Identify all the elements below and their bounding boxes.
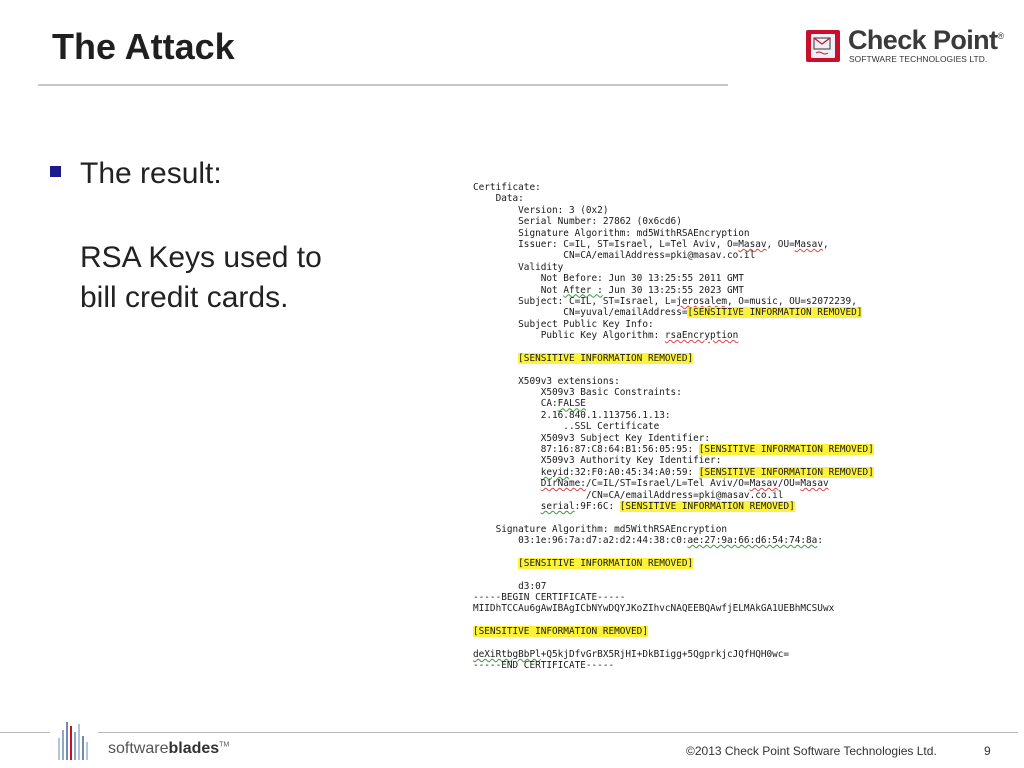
- bullet-square-icon: [50, 166, 61, 177]
- certificate-text: ,: [822, 238, 829, 250]
- certificate-line: [473, 273, 973, 284]
- certificate-line: [473, 512, 973, 523]
- certificate-text: Certificate:: [473, 182, 541, 193]
- certificate-text: CA:: [473, 398, 558, 410]
- grammar-underline-text: FALSE: [557, 398, 586, 410]
- certificate-line: [473, 592, 973, 603]
- certificate-text: Validity: [473, 261, 564, 273]
- certificate-line: [473, 421, 973, 432]
- certificate-text: /OU=: [777, 478, 801, 490]
- certificate-line: [473, 387, 973, 398]
- certificate-text: -----BEGIN CERTIFICATE-----: [473, 592, 626, 604]
- certificate-text: [473, 558, 518, 569]
- certificate-text: /CN=CA/emailAddress=pki@masav.co.il: [473, 489, 784, 501]
- certificate-text: Subject: C=IL, ST=Israel, L=: [473, 295, 677, 307]
- certificate-line: [473, 444, 973, 455]
- certificate-text: [473, 353, 518, 364]
- certificate-line: [473, 330, 973, 341]
- certificate-text: CN=CA/emailAddress=pki@masav.co.il: [473, 250, 756, 262]
- certificate-line: [473, 524, 973, 535]
- redacted-highlight: [SENSITIVE INFORMATION REMOVED]: [619, 500, 795, 512]
- certificate-text: Issuer: C=IL, ST=Israel, L=Tel Aviv, O=: [473, 238, 739, 250]
- certificate-text: :9F:6C:: [574, 500, 620, 512]
- page-number: 9: [984, 744, 991, 758]
- redacted-highlight: [SENSITIVE INFORMATION REMOVED]: [518, 352, 694, 364]
- certificate-line: [473, 262, 973, 273]
- certificate-text: X509v3 extensions:: [473, 375, 620, 387]
- redacted-highlight: [SENSITIVE INFORMATION REMOVED]: [698, 466, 874, 478]
- spellcheck-underline-text: Masav: [738, 238, 767, 250]
- certificate-line: [473, 626, 973, 637]
- certificate-line: [473, 638, 973, 649]
- certificate-line: [473, 216, 973, 227]
- certificate-text: +Q5kjDfvGrBX5RjHI+DkBIigg+5QgprkjcJQfHQH0wc=: [540, 649, 790, 661]
- certificate-text: Public Key Algorithm:: [473, 330, 665, 342]
- certificate-line: [473, 603, 973, 614]
- certificate-text: Signature Algorithm: md5WithRSAEncryption: [473, 523, 727, 535]
- certificate-line: [473, 193, 973, 204]
- certificate-text: Jun 30 13:25:55 2023 GMT: [602, 284, 744, 296]
- certificate-text: Data:: [473, 193, 524, 205]
- certificate-line: [473, 376, 973, 387]
- certificate-line: [473, 558, 973, 569]
- redacted-highlight: [SENSITIVE INFORMATION REMOVED]: [698, 443, 874, 455]
- footer-divider-left: [0, 732, 50, 733]
- certificate-text: ..SSL Certificate: [473, 421, 660, 433]
- spellcheck-underline-text: jerosalem: [676, 295, 728, 307]
- certificate-line: [473, 228, 973, 239]
- grammar-underline-text: deXiRtbgBbPl: [473, 649, 541, 661]
- certificate-text: Subject Public Key Info:: [473, 318, 654, 330]
- certificate-line: [473, 569, 973, 580]
- slide-title: The Attack: [52, 26, 235, 67]
- certificate-text: /C=IL/ST=Israel/L=Tel Aviv/O=: [585, 478, 750, 490]
- certificate-line: [473, 410, 973, 421]
- certificate-line: [473, 319, 973, 330]
- certificate-line: [473, 398, 973, 409]
- certificate-text: Not Before: Jun 30 13:25:55 2011 GMT: [473, 273, 744, 285]
- spellcheck-underline-text: rsaEncryption: [664, 330, 739, 342]
- certificate-text: X509v3 Basic Constraints:: [473, 387, 682, 399]
- spellcheck-underline-text: Masav: [749, 478, 778, 490]
- certificate-text: [473, 467, 541, 478]
- certificate-text: MIIDhTCCAu6gAwIBAgICbNYwDQYJKoZIhvcNAQEEBQAwfjELMAkGA1UEBhMCSUwx: [473, 603, 835, 615]
- certificate-line: [473, 535, 973, 546]
- certificate-text: :32:F0:A0:45:34:A0:59:: [568, 466, 699, 478]
- certificate-dump: [473, 182, 973, 672]
- redacted-highlight: [SENSITIVE INFORMATION REMOVED]: [473, 626, 648, 638]
- redacted-highlight: [SENSITIVE INFORMATION REMOVED]: [687, 307, 863, 319]
- certificate-text: [473, 478, 541, 489]
- certificate-line: [473, 205, 973, 216]
- certificate-text: Serial Number: 27862 (0x6cd6): [473, 216, 682, 228]
- certificate-text: [473, 501, 541, 512]
- grammar-underline-text: serial: [540, 500, 575, 512]
- logo-name: Check Point®: [848, 25, 1004, 55]
- certificate-line: [473, 478, 973, 489]
- certificate-text: 2.16.840.1.113756.1.13:: [473, 409, 671, 421]
- check-point-logo: [806, 25, 1004, 64]
- redacted-highlight: [SENSITIVE INFORMATION REMOVED]: [518, 557, 694, 569]
- grammar-underline-text: After :: [563, 284, 603, 296]
- footer-divider-right: [98, 732, 1018, 733]
- certificate-line: [473, 296, 973, 307]
- logo-subtitle: SOFTWARE TECHNOLOGIES LTD.: [849, 54, 988, 64]
- paragraph-line: RSA Keys used to: [80, 241, 322, 274]
- body-paragraph: [80, 238, 322, 318]
- certificate-text: CN=yuval/emailAddress=: [473, 307, 688, 319]
- certificate-line: [473, 490, 973, 501]
- grammar-underline-text: ae:27:9a:66:d6:54:74:8a: [687, 535, 818, 547]
- certificate-text: Not: [473, 284, 564, 296]
- certificate-line: [473, 364, 973, 375]
- certificate-line: [473, 250, 973, 261]
- softwareblades-bars-icon: [58, 720, 92, 760]
- certificate-line: [473, 307, 973, 318]
- certificate-line: [473, 547, 973, 558]
- bullet-text: The result:: [80, 157, 222, 190]
- certificate-text: , O=music, OU=s2072239,: [727, 295, 857, 307]
- certificate-text: , OU=: [766, 238, 795, 250]
- certificate-line: [473, 581, 973, 592]
- spellcheck-underline-text: Masav: [800, 478, 829, 490]
- title-divider: [38, 84, 728, 86]
- certificate-line: [473, 501, 973, 512]
- certificate-line: [473, 433, 973, 444]
- certificate-text: X509v3 Subject Key Identifier:: [473, 432, 711, 444]
- certificate-text: X509v3 Authority Key Identifier:: [473, 455, 722, 467]
- certificate-line: [473, 182, 973, 193]
- paragraph-line: bill credit cards.: [80, 281, 289, 314]
- certificate-line: [473, 455, 973, 466]
- check-point-logo-icon: [806, 30, 840, 62]
- certificate-line: [473, 353, 973, 364]
- certificate-text: -----END CERTIFICATE-----: [473, 660, 615, 672]
- certificate-line: [473, 341, 973, 352]
- certificate-line: [473, 615, 973, 626]
- certificate-text: 87:16:87:C8:64:B1:56:05:95:: [473, 443, 699, 455]
- certificate-text: d3:07: [473, 580, 547, 592]
- certificate-line: [473, 239, 973, 250]
- copyright-text: ©2013 Check Point Software Technologies Ltd.: [686, 744, 937, 758]
- certificate-text: :: [817, 535, 823, 547]
- grammar-underline-text: keyid: [540, 466, 569, 478]
- certificate-text: 03:1e:96:7a:d7:a2:d2:44:38:c0:: [473, 535, 688, 547]
- certificate-line: [473, 285, 973, 296]
- spellcheck-underline-text: Masav: [794, 238, 823, 250]
- certificate-text: Signature Algorithm: md5WithRSAEncryption: [473, 227, 750, 239]
- softwareblades-brand: softwareblades™: [108, 740, 230, 757]
- certificate-line: [473, 467, 973, 478]
- certificate-line: [473, 649, 973, 660]
- spellcheck-underline-text: DirName:: [540, 478, 586, 490]
- certificate-text: Version: 3 (0x2): [473, 204, 609, 216]
- certificate-line: [473, 660, 973, 671]
